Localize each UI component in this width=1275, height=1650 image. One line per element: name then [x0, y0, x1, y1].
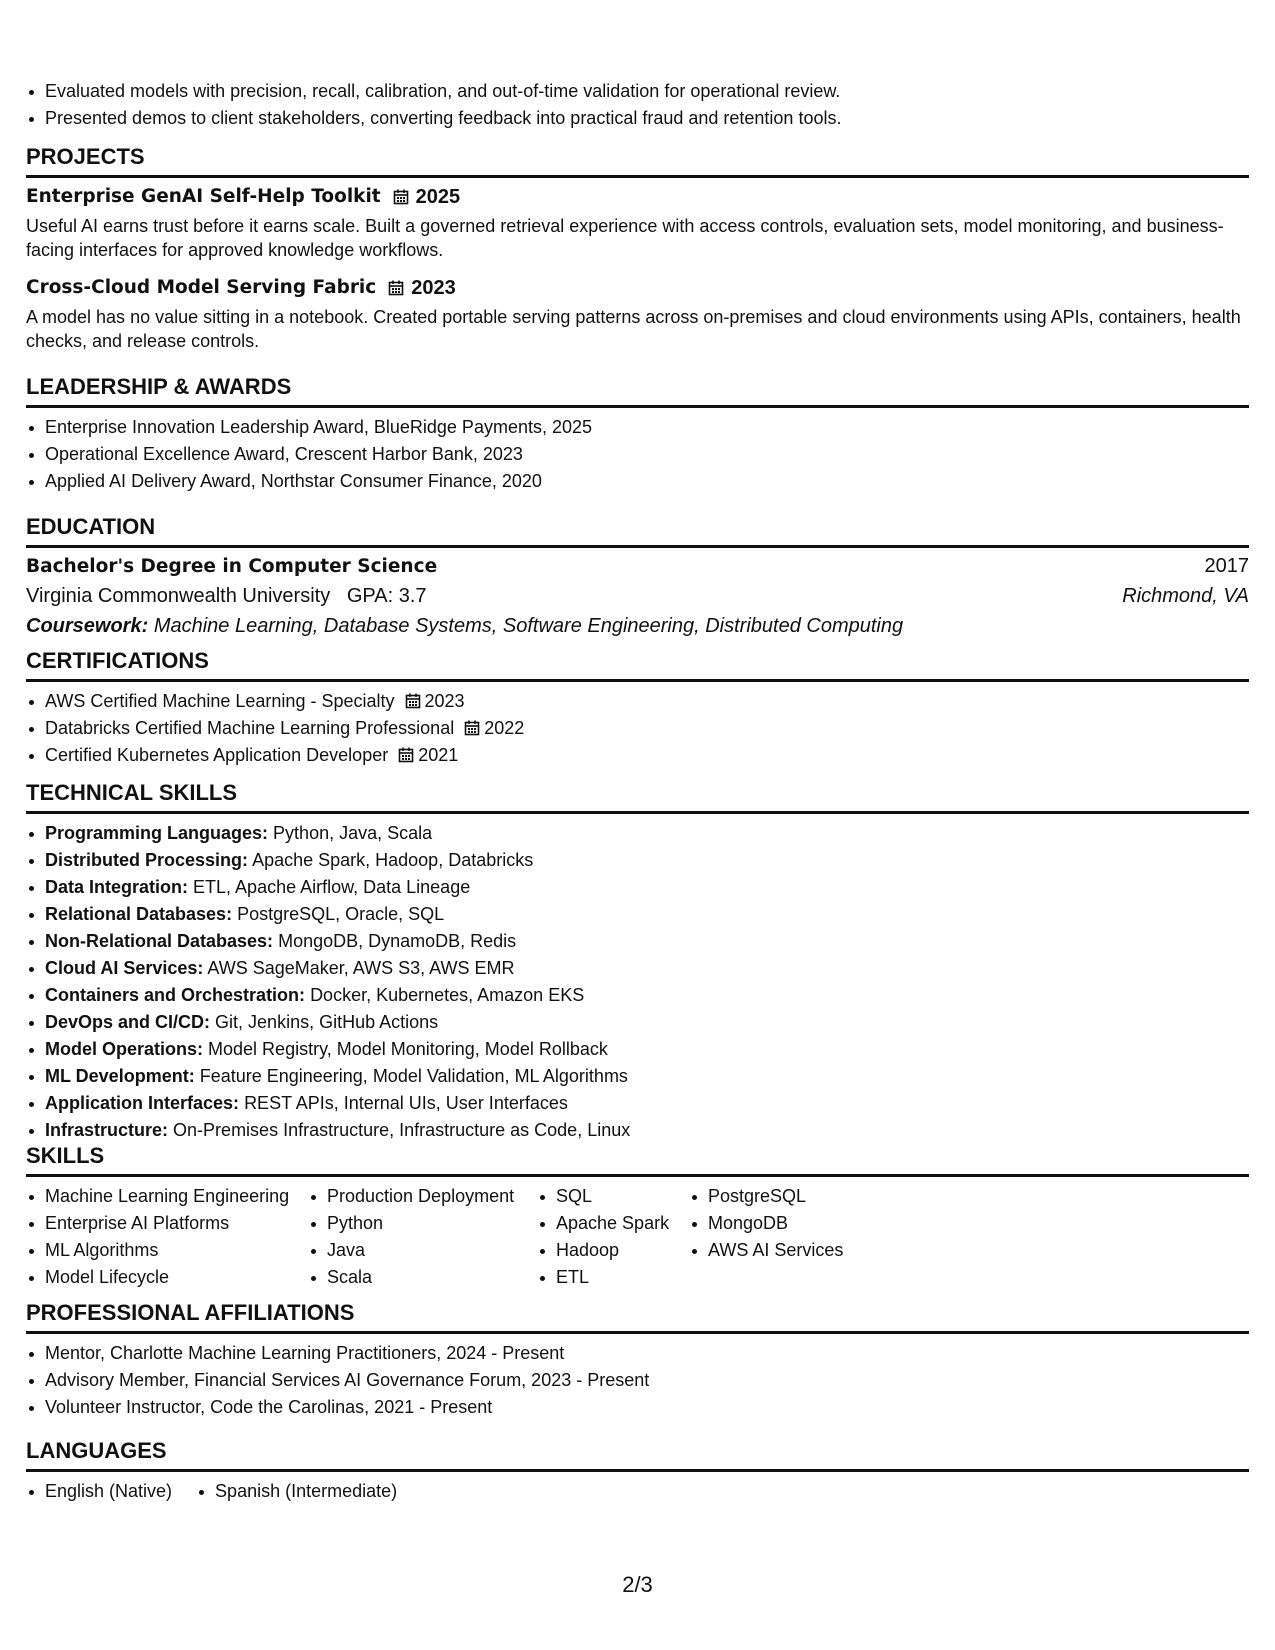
certification-item [26, 688, 1249, 715]
project-name: Enterprise GenAI Self-Help Toolkit [26, 186, 381, 207]
skill-item: MongoDB [689, 1210, 889, 1237]
project-name: Cross-Cloud Model Serving Fabric [26, 277, 377, 298]
technical-skill-value: Git, Jenkins, GitHub Actions [215, 1012, 439, 1032]
certification-item [26, 715, 1249, 742]
leadership-section [26, 374, 1249, 495]
project-title-row [26, 185, 1249, 209]
project-description: Useful AI earns trust before it earns scale. Built a governed retrieval experience with access controls, evaluation sets, model monitoring, and business-facing interfaces for approved knowledge workflows. [26, 216, 1224, 260]
technical-skill-value: Apache Spark, Hadoop, Databricks [252, 850, 534, 870]
project-year: 2025 [415, 186, 461, 208]
technical-skill-item [26, 1117, 1249, 1144]
technical-skill-item [26, 874, 1249, 901]
section-divider [26, 811, 1249, 814]
technical-skill-item [26, 1090, 1249, 1117]
skills-column [308, 1183, 537, 1291]
project-item [26, 185, 1249, 262]
technical-skill-label: Application Interfaces: [45, 1093, 240, 1113]
technical-skill-label: Model Operations: [45, 1039, 204, 1059]
skills-grid [26, 1183, 1249, 1291]
education-school: Virginia Commonwealth University [26, 585, 331, 607]
skill-item: AWS AI Services [689, 1237, 889, 1264]
education-gpa: GPA: 3.7 [346, 585, 427, 607]
technical-skill-item [26, 928, 1249, 955]
certification-year: 2021 [418, 745, 459, 765]
skills-section [26, 1143, 1249, 1291]
section-title-skills: SKILLS [26, 1143, 105, 1168]
technical-skill-label: ML Development: [45, 1066, 195, 1086]
certifications-section [26, 648, 1249, 769]
skill-item: ETL [537, 1264, 689, 1291]
skill-item: Model Lifecycle [26, 1264, 308, 1291]
projects-section [26, 144, 1249, 353]
skill-item: Enterprise AI Platforms [26, 1210, 308, 1237]
technical-skill-item [26, 820, 1249, 847]
section-divider [26, 545, 1249, 548]
technical-skill-value: REST APIs, Internal UIs, User Interfaces [244, 1093, 568, 1113]
technical-skill-label: Cloud AI Services: [45, 958, 204, 978]
technical-skills-list [26, 820, 1249, 1144]
certification-year: 2022 [484, 718, 525, 738]
technical-skill-item [26, 1036, 1249, 1063]
skill-item: Machine Learning Engineering [26, 1183, 308, 1210]
affiliations-list [26, 1340, 1249, 1421]
certification-year: 2023 [424, 691, 465, 711]
technical-skill-value: Feature Engineering, Model Validation, ML Algorithms [199, 1066, 628, 1086]
technical-skill-value: AWS SageMaker, AWS S3, AWS EMR [207, 958, 515, 978]
certification-name: Certified Kubernetes Application Developer [45, 745, 389, 765]
section-divider [26, 679, 1249, 682]
section-title-projects: PROJECTS [26, 144, 145, 169]
skill-item: ML Algorithms [26, 1237, 308, 1264]
technical-skill-value: ETL, Apache Airflow, Data Lineage [193, 877, 471, 897]
technical-skill-item [26, 1009, 1249, 1036]
education-year: 2017 [1204, 555, 1249, 577]
experience-bullets [26, 78, 841, 132]
skill-item: Scala [308, 1264, 537, 1291]
technical-skill-value: Docker, Kubernetes, Amazon EKS [310, 985, 585, 1005]
technical-skill-label: Non-Relational Databases: [45, 931, 274, 951]
skill-item: Apache Spark [537, 1210, 689, 1237]
technical-skill-label: Distributed Processing: [45, 850, 249, 870]
section-title-languages: LANGUAGES [26, 1438, 167, 1463]
project-title-row [26, 276, 1249, 300]
affiliation-item: Volunteer Instructor, Code the Carolinas, 2021 - Present [26, 1394, 1249, 1421]
calendar-icon [405, 693, 421, 709]
education-degree: Bachelor's Degree in Computer Science [26, 556, 438, 577]
calendar-icon [388, 280, 404, 296]
section-divider [26, 1174, 1249, 1177]
education-school-line [26, 581, 427, 611]
experience-bullet: Presented demos to client stakeholders, converting feedback into practical fraud and retention tools. [26, 105, 841, 132]
technical-skill-label: Relational Databases: [45, 904, 233, 924]
section-title-leadership: LEADERSHIP & AWARDS [26, 374, 292, 399]
award-item: Enterprise Innovation Leadership Award, BlueRidge Payments, 2025 [26, 414, 1249, 441]
education-degree-row [26, 552, 1249, 581]
calendar-icon [393, 189, 409, 205]
section-title-affiliations: PROFESSIONAL AFFILIATIONS [26, 1300, 355, 1325]
skill-item: Java [308, 1237, 537, 1264]
skill-item: PostgreSQL [689, 1183, 889, 1210]
technical-skill-value: On-Premises Infrastructure, Infrastructure as Code, Linux [173, 1120, 631, 1140]
section-title-certifications: CERTIFICATIONS [26, 648, 209, 673]
certification-name: Databricks Certified Machine Learning Professional [45, 718, 455, 738]
technical-skill-item [26, 847, 1249, 874]
section-divider [26, 175, 1249, 178]
technical-skill-value: PostgreSQL, Oracle, SQL [237, 904, 445, 924]
affiliation-item: Advisory Member, Financial Services AI Governance Forum, 2023 - Present [26, 1367, 1249, 1394]
languages-section [26, 1438, 1249, 1505]
languages-list [26, 1478, 1249, 1505]
certifications-list [26, 688, 1249, 769]
certification-item [26, 742, 1249, 769]
technical-skill-item [26, 982, 1249, 1009]
technical-skill-item [26, 1063, 1249, 1090]
coursework-list: Machine Learning, Database Systems, Software Engineering, Distributed Computing [153, 615, 904, 637]
skill-item: Hadoop [537, 1237, 689, 1264]
skill-item: Python [308, 1210, 537, 1237]
technical-skills-section [26, 780, 1249, 1144]
technical-skill-label: Programming Languages: [45, 823, 269, 843]
section-divider [26, 1331, 1249, 1334]
leadership-list [26, 414, 1249, 495]
technical-skill-item [26, 901, 1249, 928]
section-title-education: EDUCATION [26, 514, 156, 539]
language-item: English (Native) [26, 1478, 172, 1505]
affiliation-item: Mentor, Charlotte Machine Learning Practitioners, 2024 - Present [26, 1340, 1249, 1367]
award-item: Operational Excellence Award, Crescent Harbor Bank, 2023 [26, 441, 1249, 468]
education-section [26, 514, 1249, 641]
skill-item: SQL [537, 1183, 689, 1210]
project-description: A model has no value sitting in a notebook. Created portable serving patterns across on-premises and cloud environments using APIs, containers, health checks, and release controls. [26, 307, 1241, 351]
technical-skill-label: DevOps and CI/CD: [45, 1012, 211, 1032]
page-number: 2/3 [622, 1572, 653, 1597]
award-item: Applied AI Delivery Award, Northstar Consumer Finance, 2020 [26, 468, 1249, 495]
certification-name: AWS Certified Machine Learning - Specialty [45, 691, 395, 711]
coursework-label: Coursework: [26, 615, 149, 637]
technical-skill-value: MongoDB, DynamoDB, Redis [278, 931, 517, 951]
education-location: Richmond, VA [1122, 585, 1249, 607]
education-coursework [26, 611, 1249, 641]
technical-skill-value: Python, Java, Scala [273, 823, 433, 843]
skill-item: Production Deployment [308, 1183, 537, 1210]
project-item [26, 276, 1249, 353]
section-title-technical-skills: TECHNICAL SKILLS [26, 780, 238, 805]
experience-bullet: Evaluated models with precision, recall, calibration, and out-of-time validation for operational review. [26, 78, 841, 105]
technical-skill-value: Model Registry, Model Monitoring, Model Rollback [208, 1039, 608, 1059]
skills-column [537, 1183, 689, 1291]
technical-skill-label: Infrastructure: [45, 1120, 169, 1140]
technical-skill-label: Data Integration: [45, 877, 189, 897]
skills-column [689, 1183, 889, 1291]
calendar-icon [398, 747, 414, 763]
calendar-icon [464, 720, 480, 736]
language-item: Spanish (Intermediate) [196, 1478, 397, 1505]
section-divider [26, 1469, 1249, 1472]
education-school-row [26, 581, 1249, 611]
affiliations-section [26, 1300, 1249, 1421]
skills-column [26, 1183, 308, 1291]
technical-skill-item [26, 955, 1249, 982]
section-divider [26, 405, 1249, 408]
project-year: 2023 [411, 277, 456, 299]
technical-skill-label: Containers and Orchestration: [45, 985, 306, 1005]
